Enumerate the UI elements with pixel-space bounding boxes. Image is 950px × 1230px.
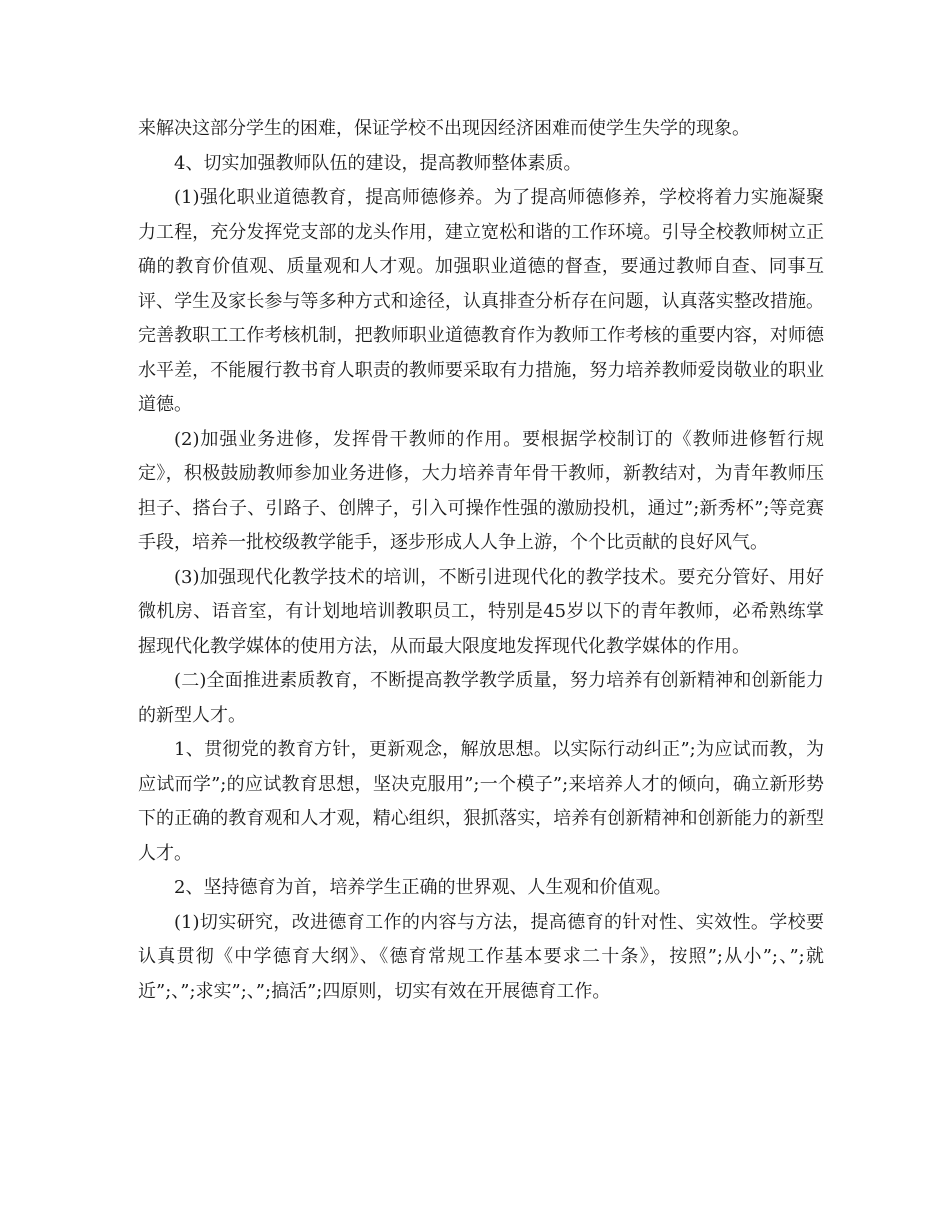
paragraph-education-policy: 1、贯彻党的教育方针，更新观念，解放思想。以实际行动纠正”;为应试而教，为应试而学”;的应试教育思想，坚决克服用”;一个模子”;来培养人才的倾向，确立新形势下的正确的教育观和人才观，精心组织，狠抓落实，培养有创新精神和创新能力的新型人才。 [138,739,824,864]
paragraph-professional-ethics: (1)强化职业道德教育，提高师德修养。为了提高师德修养，学校将着力实施凝聚力工程，充分发挥党支部的龙头作用，建立宽松和谐的工作环境。引导全校教师树立正确的教育价值观、质量观和人才观。加强职业道德的督查，要通过教师自查、同事互评、学生及家长参与等多种方式和途径，认真排查分析存在问题，认真落实整改措施。完善教职工工作考核机制，把教师职业道德教育作为教师工作考核的重要内容，对师德水平差，不能履行教书育人职责的教师要采取有力措施，努力培养教师爱岗敬业的职业道德。 [138,187,824,415]
paragraph-moral-education-methods: (1)切实研究，改进德育工作的内容与方法，提高德育的针对性、实效性。学校要认真贯彻《中学德育大纲》、《德育常规工作基本要求二十条》，按照”;从小”;、”;就近”;、”;求实”;、”;搞活”;四原则，切实有效在开展德育工作。 [138,911,824,1002]
document-page [138,112,824,1009]
paragraph-quality-education-heading: (二)全面推进素质教育，不断提高教学教学质量，努力培养有创新精神和创新能力的新型人才。 [138,670,824,726]
paragraph-professional-study: (2)加强业务进修，发挥骨干教师的作用。要根据学校制订的《教师进修暂行规定》，积极鼓励教师参加业务进修，大力培养青年骨干教师，新教结对，为青年教师压担子、搭台子、引路子、创牌子，引入可操作性强的激励投机，通过”;新秀杯”;等竞赛手段，培养一批校级教学能手，逐步形成人人争上游，个个比贡献的良好风气。 [138,428,824,553]
paragraph-modern-technology: (3)加强现代化教学技术的培训，不断引进现代化的教学技术。要充分管好、用好微机房、语音室，有计划地培训教职员工，特别是45岁以下的青年教师，必希熟练掌握现代化教学媒体的使用方法，从而最大限度地发挥现代化教学媒体的作用。 [138,566,824,657]
paragraph-continuation: 来解决这部分学生的困难，保证学校不出现因经济困难而使学生失学的现象。 [138,118,750,139]
paragraph-moral-education-heading: 2、坚持德育为首，培养学生正确的世界观、人生观和价值观。 [174,877,672,898]
paragraph-teacher-team-heading: 4、切实加强教师队伍的建设，提高教师整体素质。 [174,152,582,174]
